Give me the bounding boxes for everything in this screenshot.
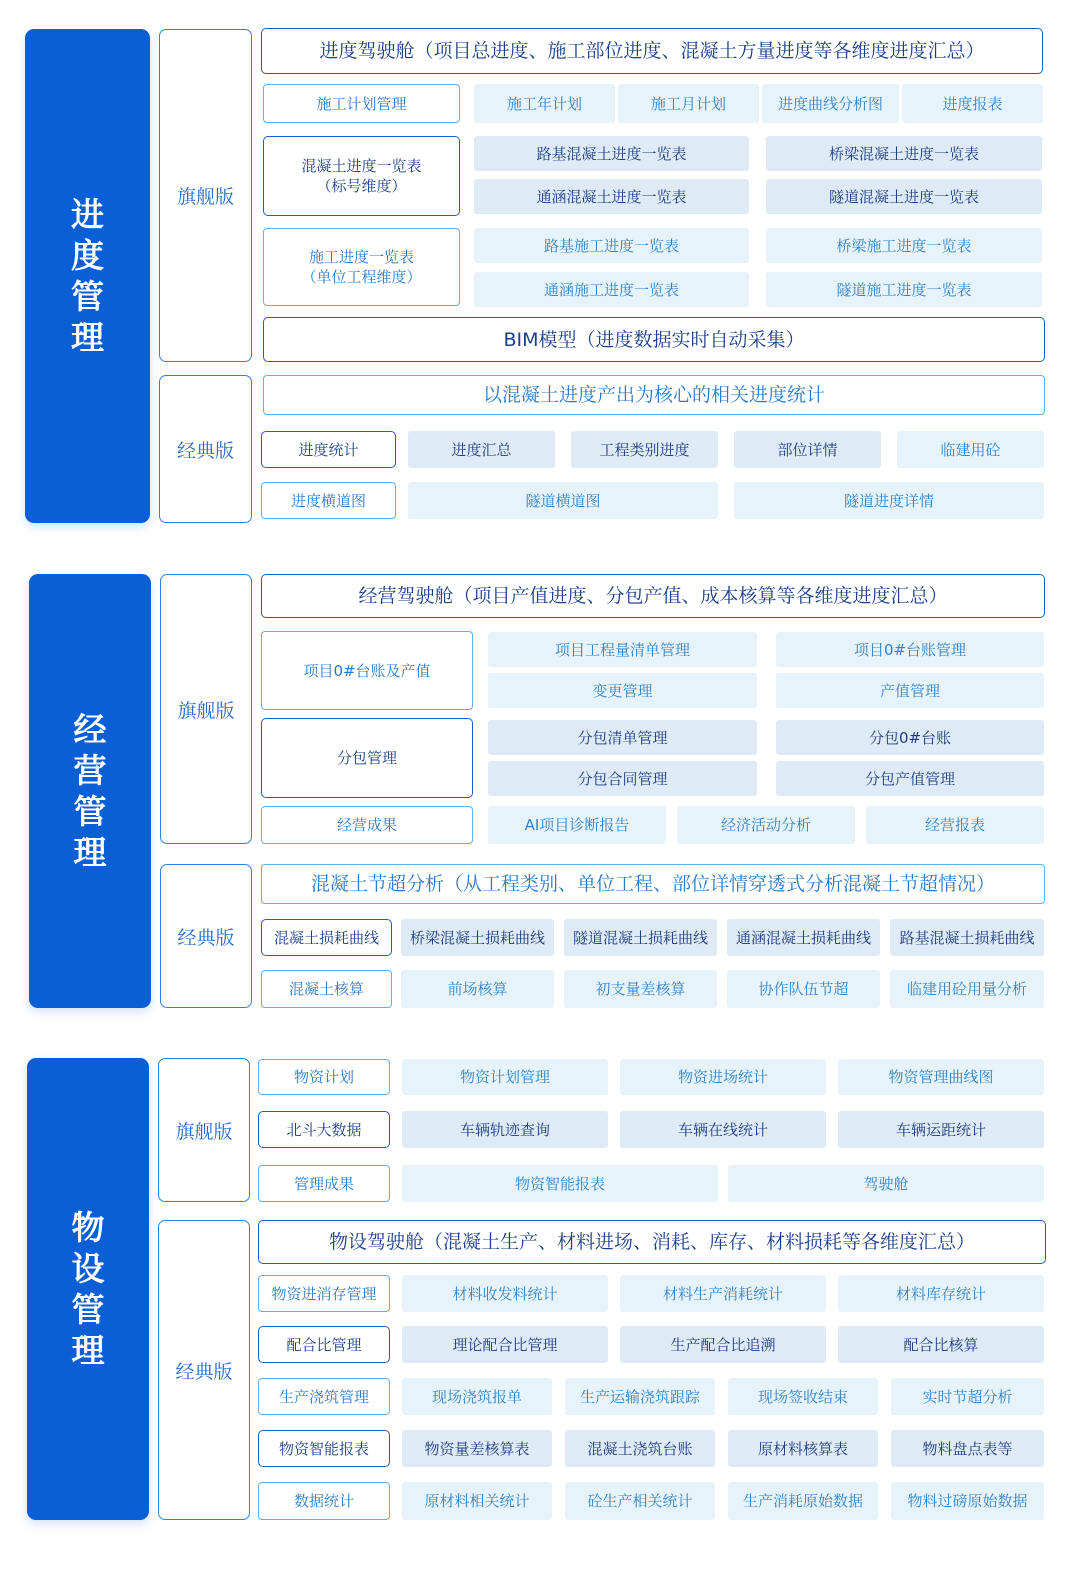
version-classic: 经典版 [158,1220,250,1520]
classic-item[interactable]: 临建用砼用量分析 [890,970,1044,1008]
classic-item[interactable]: 工程类别进度 [571,431,718,468]
section-business-title [29,574,151,1008]
classic-row-head[interactable]: 物资进消存管理 [258,1275,390,1312]
business-classic-head[interactable]: 混凝土节超分析（从工程类别、单位工程、部位详情穿透式分析混凝土节超情况） [261,864,1045,904]
cons-list[interactable] [263,228,460,306]
conc-item[interactable]: 桥梁混凝土进度一览表 [766,136,1042,171]
classic-item[interactable]: 混凝土浇筑台账 [565,1430,715,1467]
section-material-title [27,1058,149,1520]
classic-item[interactable]: 物资量差核算表 [402,1430,552,1467]
flag-item[interactable]: 物资管理曲线图 [838,1059,1044,1095]
classic-item[interactable]: 材料库存统计 [838,1275,1044,1312]
ledger-item[interactable]: 项目0#台账管理 [776,632,1044,667]
section-title-text: 进度管理 [71,195,104,357]
business-results[interactable]: 经营成果 [261,806,473,844]
section-title-text: 经营管理 [73,710,107,872]
version-classic: 经典版 [159,375,252,523]
flag-row-head[interactable]: 北斗大数据 [258,1111,390,1148]
classic-item[interactable]: 实时节超分析 [891,1378,1044,1415]
plan-item[interactable]: 进度报表 [902,84,1043,123]
classic-item[interactable]: 通涵混凝土损耗曲线 [727,919,880,956]
classic-item[interactable]: 生产配合比追溯 [620,1326,826,1363]
conc-item[interactable]: 隧道混凝土进度一览表 [766,179,1042,214]
progress-cockpit[interactable]: 进度驾驶舱（项目总进度、施工部位进度、混凝土方量进度等各维度进度汇总） [261,28,1043,74]
classic-item[interactable]: 物料过磅原始数据 [891,1482,1044,1520]
sub-item[interactable]: 分包清单管理 [488,720,757,755]
classic-item[interactable]: 材料生产消耗统计 [620,1275,826,1312]
classic-item[interactable]: 物料盘点表等 [891,1430,1044,1467]
classic-item[interactable]: 进度汇总 [408,431,555,468]
classic-item[interactable]: 混凝土核算 [261,970,392,1008]
flag-item[interactable]: 车辆运距统计 [838,1111,1044,1148]
results-item[interactable]: 经济活动分析 [677,806,855,844]
classic-item[interactable]: 配合比核算 [838,1326,1044,1363]
bim-model[interactable]: BIM模型（进度数据实时自动采集） [263,317,1045,362]
cons-item[interactable]: 路基施工进度一览表 [474,228,749,263]
section-title-text: 物设管理 [71,1208,105,1370]
plan-item[interactable]: 施工月计划 [618,84,759,123]
plan-item[interactable]: 进度曲线分析图 [762,84,899,123]
ledger-item[interactable]: 变更管理 [488,673,757,708]
version-classic: 经典版 [160,864,252,1008]
classic-item[interactable]: 砼生产相关统计 [565,1482,715,1520]
conc-list[interactable] [263,136,460,216]
cons-item[interactable]: 通涵施工进度一览表 [474,272,749,307]
classic-item[interactable]: 生产消耗原始数据 [728,1482,878,1520]
ledger[interactable]: 项目0#台账及产值 [261,631,473,710]
sub-mgmt[interactable]: 分包管理 [261,718,473,798]
flag-item[interactable]: 物资计划管理 [402,1059,608,1095]
version-flagship: 旗舰版 [159,29,252,362]
conc-list-sub: （标号维度） [316,177,407,195]
sub-item[interactable]: 分包0#台账 [776,720,1044,755]
ledger-item[interactable]: 项目工程量清单管理 [488,632,757,667]
version-flagship: 旗舰版 [160,574,252,844]
classic-row-head[interactable]: 物资智能报表 [258,1430,390,1467]
material-cockpit[interactable]: 物设驾驶舱（混凝土生产、材料进场、消耗、库存、材料损耗等各维度汇总） [258,1220,1046,1264]
results-item[interactable]: AI项目诊断报告 [488,806,666,844]
classic-row-head[interactable]: 配合比管理 [258,1326,390,1363]
classic-item[interactable]: 混凝土损耗曲线 [261,919,392,956]
results-item[interactable]: 经营报表 [866,806,1044,844]
classic-item[interactable]: 初支量差核算 [564,970,717,1008]
progress-classic-head[interactable]: 以混凝土进度产出为核心的相关进度统计 [263,375,1045,415]
flag-item[interactable]: 物资进场统计 [620,1059,826,1095]
business-cockpit[interactable]: 经营驾驶舱（项目产值进度、分包产值、成本核算等各维度进度汇总） [261,574,1045,618]
flag-item[interactable]: 驾驶舱 [728,1165,1044,1202]
classic-item[interactable]: 隧道进度详情 [734,482,1044,519]
cons-item[interactable]: 隧道施工进度一览表 [766,272,1042,307]
cons-list-sub: （单位工程维度） [301,268,422,286]
sub-item[interactable]: 分包合同管理 [488,761,757,796]
classic-item[interactable]: 现场浇筑报单 [402,1378,552,1415]
plan-mgmt[interactable]: 施工计划管理 [263,84,460,123]
sub-item[interactable]: 分包产值管理 [776,761,1044,796]
classic-item[interactable]: 材料收发料统计 [402,1275,608,1312]
flag-item[interactable]: 车辆在线统计 [620,1111,826,1148]
classic-item[interactable]: 部位详情 [734,431,881,468]
classic-item[interactable]: 协作队伍节超 [727,970,880,1008]
classic-item[interactable]: 进度统计 [261,431,396,468]
flag-row-head[interactable]: 物资计划 [258,1059,390,1095]
ledger-item[interactable]: 产值管理 [776,673,1044,708]
classic-item[interactable]: 前场核算 [401,970,554,1008]
classic-item[interactable]: 隧道横道图 [408,482,718,519]
conc-item[interactable]: 通涵混凝土进度一览表 [474,179,749,214]
classic-item[interactable]: 桥梁混凝土损耗曲线 [401,919,554,956]
conc-item[interactable]: 路基混凝土进度一览表 [474,136,749,171]
plan-item[interactable]: 施工年计划 [474,84,615,123]
classic-item[interactable]: 生产运输浇筑跟踪 [565,1378,715,1415]
flag-item[interactable]: 物资智能报表 [402,1165,718,1202]
classic-item[interactable]: 现场签收结束 [728,1378,878,1415]
classic-item[interactable]: 进度横道图 [261,482,396,519]
classic-item[interactable]: 临建用砼 [897,431,1044,468]
cons-item[interactable]: 桥梁施工进度一览表 [766,228,1042,263]
section-progress-title [25,29,150,523]
classic-row-head[interactable]: 生产浇筑管理 [258,1378,390,1415]
classic-item[interactable]: 路基混凝土损耗曲线 [890,919,1044,956]
version-flagship: 旗舰版 [158,1058,250,1202]
classic-item[interactable]: 原材料核算表 [728,1430,878,1467]
flag-item[interactable]: 车辆轨迹查询 [402,1111,608,1148]
classic-item[interactable]: 原材料相关统计 [402,1482,552,1520]
flag-row-head[interactable]: 管理成果 [258,1165,390,1202]
cons-list-label: 施工进度一览表 [308,248,414,266]
classic-row-head[interactable]: 数据统计 [258,1482,390,1520]
classic-item[interactable]: 理论配合比管理 [402,1326,608,1363]
conc-list-label: 混凝土进度一览表 [301,157,422,175]
classic-item[interactable]: 隧道混凝土损耗曲线 [564,919,717,956]
